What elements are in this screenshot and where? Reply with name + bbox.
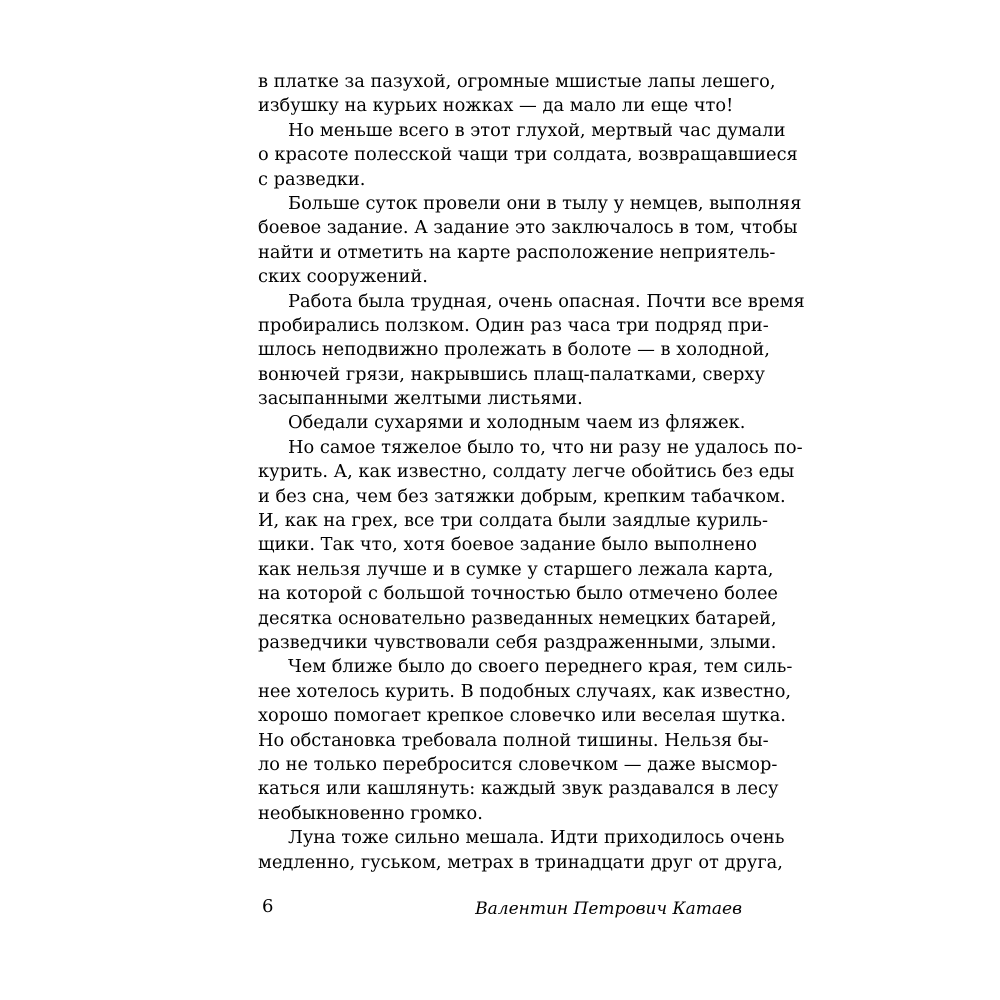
text-line: И, как на грех, все три солдата были заядлые куриль- <box>258 510 768 532</box>
text-line: хорошо помогает крепкое словечко или веселая шутка. <box>258 705 786 727</box>
text-line: в платке за пазухой, огромные мшистые лапы лешего, <box>258 71 776 92</box>
text-line: как нельзя лучше и в сумке у старшего лежала карта, <box>258 558 774 580</box>
text-line: Луна тоже сильно мешала. Идти приходилось очень <box>288 827 785 849</box>
text-line: Работа была трудная, очень опасная. Почти все время <box>288 290 805 312</box>
page-footer <box>258 895 742 925</box>
text-line: вонючей грязи, накрывшись плащ-палатками, сверху <box>258 363 765 385</box>
text-line: о красоте полесской чащи три солдата, возвращавшиеся <box>258 144 798 166</box>
text-line: медленно, гуськом, метрах в тринадцати друг от друга, <box>258 851 783 873</box>
text-line: Но самое тяжелое было то, что ни разу не удалось по- <box>288 436 803 458</box>
text-line: Чем ближе было до своего переднего края, тем силь- <box>288 656 793 678</box>
text-line: на которой с большой точностью было отмечено более <box>258 583 778 605</box>
text-line: шлось неподвижно пролежать в болоте — в холодной, <box>258 339 770 361</box>
text-line: разведчики чувствовали себя раздраженными, злыми. <box>258 631 777 653</box>
text-line: и без сна, чем без затяжки добрым, крепким табачком. <box>258 485 786 507</box>
text-line: засыпанными желтыми листьями. <box>258 388 583 410</box>
text-line: каться или кашлянуть: каждый звук раздавался в лесу <box>258 778 779 800</box>
text-line: найти и отметить на карте расположение неприятель- <box>258 241 776 263</box>
page-number: 6 <box>262 896 274 917</box>
text-line: Но меньше всего в этот глухой, мертвый час думали <box>288 119 786 141</box>
text-line: Обедали сухарями и холодным чаем из фляжек. <box>288 412 746 434</box>
text-line: курить. А, как известно, солдату легче обойтись без еды <box>258 461 795 483</box>
text-line: пробирались ползком. Один раз часа три подряд при- <box>258 314 769 336</box>
text-line: щики. Так что, хотя боевое задание было выполнено <box>258 534 757 556</box>
text-line: ских сооружений. <box>258 266 428 288</box>
text-line: ло не только перебросится словечком — даже высмор- <box>258 753 778 775</box>
text-line: десятка основательно разведанных немецких батарей, <box>258 607 777 629</box>
running-footer-author: Валентин Петрович Катаев <box>475 899 742 919</box>
text-line: необыкновенно громко. <box>258 802 483 824</box>
text-line: нее хотелось курить. В подобных случаях, как известно, <box>258 680 792 702</box>
text-line: Но обстановка требовала полной тишины. Нельзя бы- <box>258 729 769 751</box>
book-page-text <box>258 70 805 875</box>
text-line: Больше суток провели они в тылу у немцев, выполняя <box>288 192 802 214</box>
text-line: избушку на курьих ножках — да мало ли еще что! <box>258 95 734 117</box>
text-line: с разведки. <box>258 168 366 190</box>
text-line: боевое задание. А задание это заключалось в том, чтобы <box>258 217 798 239</box>
